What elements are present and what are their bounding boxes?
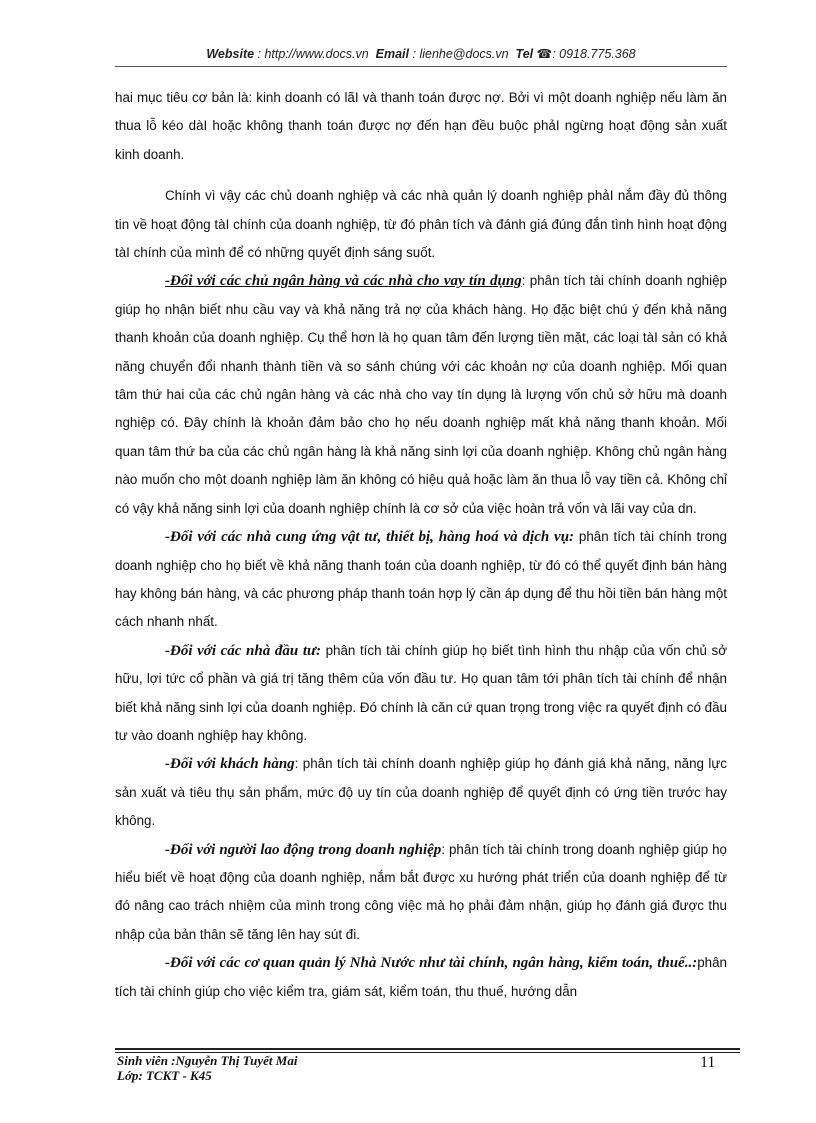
header-divider bbox=[115, 66, 727, 67]
paragraph-lead: -Đối với người lao động trong doanh nghiệp bbox=[165, 841, 442, 858]
paragraph-customers bbox=[115, 750, 727, 835]
paragraph-text: phân tích tài chính giúp họ biết tình hình thu nhập của vốn chủ sở hữu, lợi tức cổ phần và giá trị tăng thêm của vốn đầu tư. Họ quan tâm tới phân tích tài chính để nhận biết khả năng sinh lợi của doanh nghiệp. Đó chính là căn cứ quan trọng trong việc ra quyết định có đầu tư vào doanh nghiệp hay không. bbox=[115, 642, 727, 743]
paragraph-lead: -Đối với khách hàng bbox=[165, 756, 295, 773]
paragraph-lead: -Đối với các cơ quan quản lý Nhà Nước như tài chính, ngân hàng, kiểm toán, thuế..: bbox=[165, 955, 698, 972]
paragraph-state bbox=[115, 949, 727, 1006]
document-body bbox=[115, 84, 727, 1006]
paragraph-text: hai mục tiêu cơ bản là: kinh doanh có lãI và thanh toán được nợ. Bởi vì một doanh nghiệp nếu làm ăn thua lỗ kéo dàI hoặc không thanh toán được nợ đến hạn đều buộc phảI ngừng hoạt động sản xuất kinh doanh. bbox=[115, 90, 727, 162]
website-url[interactable]: http://www.docs.vn bbox=[264, 47, 369, 61]
tel-label: Tel bbox=[515, 47, 534, 61]
paragraph-suppliers bbox=[115, 523, 727, 637]
paragraph-text: Chính vì vậy các chủ doanh nghiệp và các nhà quản lý doanh nghiệp phảI nắm đầy đủ thông tin về hoạt động tàI chính của doanh nghiệp, từ đó phân tích và đánh giá đúng đắn tình hình hoạt động tàI chính của mình để có những quyết định sáng suốt. bbox=[115, 188, 727, 261]
footer-author bbox=[117, 1053, 297, 1083]
paragraph-2 bbox=[115, 182, 727, 267]
paragraph-text: : phân tích tài chính doanh nghiệp giúp họ nhận biết nhu cầu vay và khả năng trả nợ của khách hàng. Họ đặc biệt chú ý đến khả năng thanh khoản của doanh nghiệp. Cụ thể hơn là họ quan tâm đến lượng tiền mặt, các loại tàI sản có khả năng chuyển đổi nhanh thành tiền và so sánh chúng với các khoản nợ của doanh nghiệp. Mối quan tâm thứ hai của các chủ ngân hàng và các nhà cho vay tín dụng là lượng vốn chủ sở hữu mà doanh nghiệp có. Đây chính là khoản đảm bảo cho họ nếu doanh nghiệp mất khả năng thanh khoản. Mối quan tâm thứ ba của các chủ ngân hàng là khả năng sinh lợi của doanh nghiệp. Không chủ ngân hàng nào muốn cho một doanh nghiệp làm ăn không có hiệu quả hoặc làm ăn thua lỗ vay tiền cả. Không chỉ có vậy khả năng sinh lợi của doanh nghiệp chính là cơ sở của việc hoàn trả vốn và lãi vay của dn. bbox=[115, 273, 727, 516]
paragraph-text: phân tích tài chính giúp cho việc kiểm tra, giám sát, kiểm toán, thu thuế, hướng dẫn bbox=[115, 955, 727, 999]
tel-value: : 0918.775.368 bbox=[552, 47, 636, 61]
class-name: Lớp: TCKT - K45 bbox=[117, 1068, 212, 1083]
paragraph-text: phân tích tài chính trong doanh nghiệp cho họ biết về khả năng thanh toán của doanh nghiệp, từ đó có thể quyết định bán hàng hay không bán hàng, và các phương pháp thanh toán hợp lý cần áp dụng để thu hồi tiền bán hàng một cách nhanh nhất. bbox=[115, 529, 727, 630]
website-sep: : bbox=[254, 47, 265, 61]
student-name: Sinh viên :Nguyễn Thị Tuyết Mai bbox=[117, 1053, 298, 1068]
paragraph-banks bbox=[115, 267, 727, 523]
email-sep: : bbox=[409, 47, 420, 61]
phone-icon: ☎ bbox=[536, 47, 553, 61]
footer-divider-thick bbox=[115, 1048, 740, 1050]
paragraph-lead: -Đối với các chủ ngân hàng và các nhà cho vay tín dụng bbox=[165, 273, 522, 290]
email-label: Email bbox=[375, 47, 410, 61]
paragraph-text: : phân tích tài chính trong doanh nghiệp giúp họ hiểu biết về hoạt động của doanh nghiệp, nắm bắt được xu hướng phát triển của doanh nghiệp để từ đó nâng cao trách nhiệm của mình trong công việc mà họ phải đảm nhận, giúp họ đánh giá được thu nhập của bản thân sẽ tăng lên hay sút đi. bbox=[115, 841, 728, 942]
paragraph-1 bbox=[115, 84, 727, 169]
paragraph-employees bbox=[115, 836, 727, 950]
page-header bbox=[115, 46, 727, 61]
paragraph-lead: -Đối với các nhà đầu tư: bbox=[165, 642, 321, 659]
paragraph-text: : phân tích tài chính doanh nghiệp giúp họ đánh giá khả năng, năng lực sản xuất và tiêu thụ sản phẩm, mức độ uy tín của doanh nghiệp để quyết định có ứng tiền trước hay không. bbox=[115, 756, 727, 829]
paragraph-lead: -Đối với các nhà cung ứng vật tư, thiết bị, hàng hoá và dịch vụ: bbox=[165, 529, 575, 546]
page-number: 11 bbox=[700, 1054, 716, 1071]
email-value[interactable]: lienhe@docs.vn bbox=[419, 47, 509, 61]
website-label: Website bbox=[206, 47, 255, 61]
paragraph-investors bbox=[115, 637, 727, 751]
